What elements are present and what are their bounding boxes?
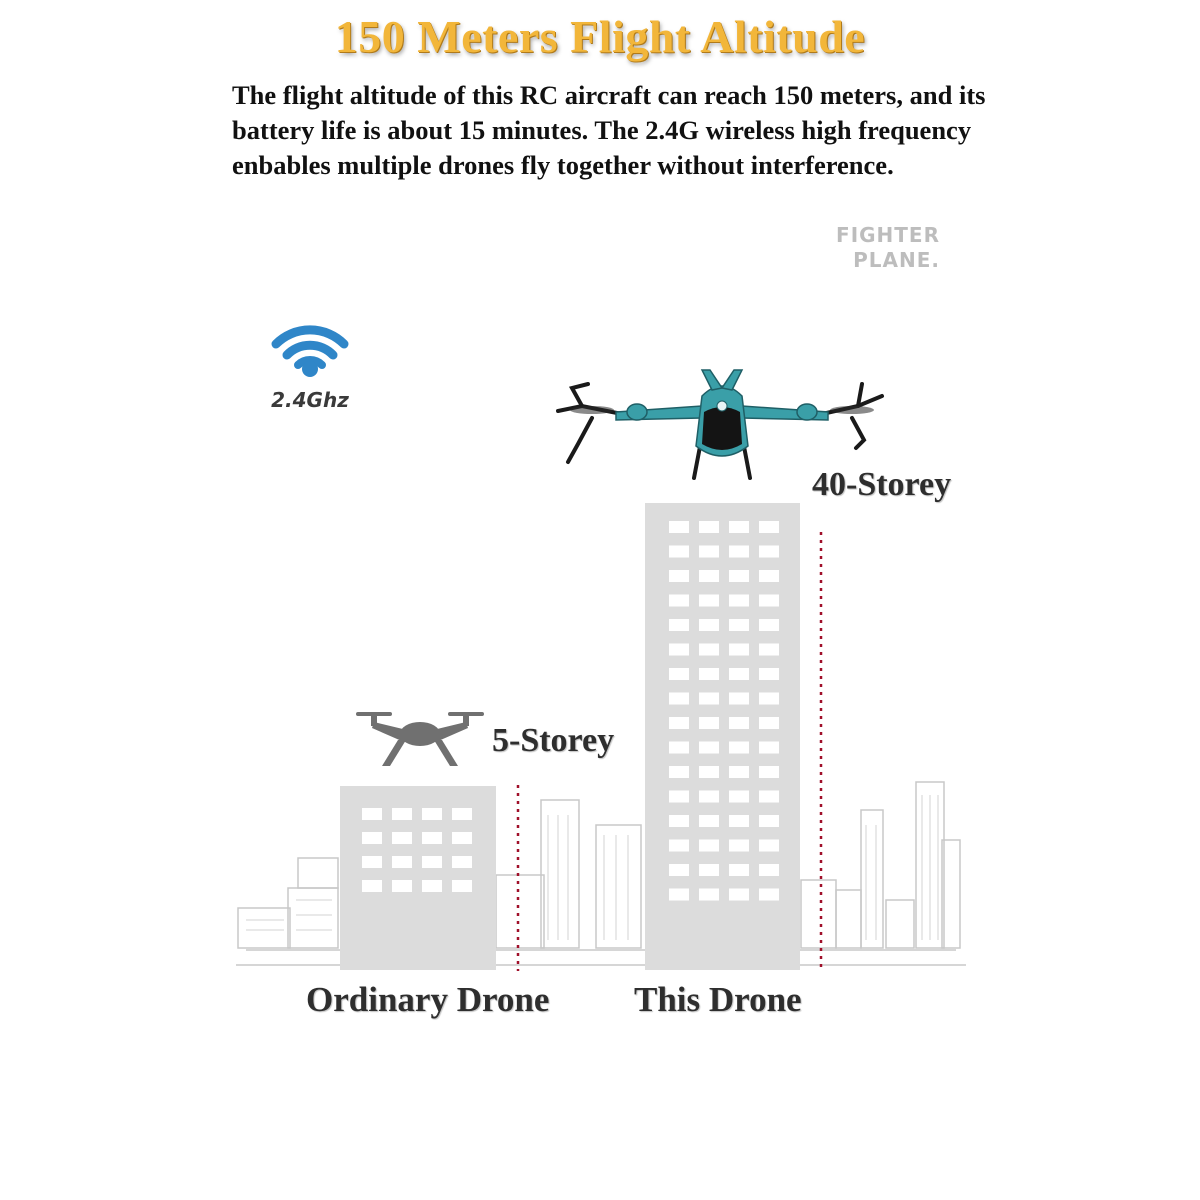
building-window xyxy=(669,668,689,680)
description-text: The flight altitude of this RC aircraft can reach 150 meters, and its battery life is about 15 minutes. The 2.4G wireless high frequency enbables multiple drones fly together without interference. xyxy=(232,80,986,180)
building-window xyxy=(759,619,779,631)
quadcopter-icon xyxy=(352,708,488,772)
building-window xyxy=(729,717,749,729)
brand-line-2: PLANE. xyxy=(853,248,940,272)
building-window xyxy=(729,521,749,533)
building-window xyxy=(729,815,749,827)
building-window xyxy=(759,644,779,656)
building-window xyxy=(729,766,749,778)
building-window xyxy=(392,856,412,868)
building-window xyxy=(759,693,779,705)
building-window xyxy=(699,864,719,876)
height-marker-this xyxy=(815,532,827,972)
building-window xyxy=(759,791,779,803)
building-window xyxy=(669,644,689,656)
building-window xyxy=(729,644,749,656)
building-window xyxy=(729,619,749,631)
height-marker-ordinary xyxy=(512,785,524,971)
building-window xyxy=(452,856,472,868)
building-window xyxy=(422,856,442,868)
building-window xyxy=(392,880,412,892)
building-window xyxy=(759,570,779,582)
page-title: 150 Meters Flight Altitude xyxy=(334,11,866,62)
building-window xyxy=(729,595,749,607)
building-window xyxy=(699,521,719,533)
building-window xyxy=(699,742,719,754)
building-window xyxy=(729,693,749,705)
building-window xyxy=(759,546,779,558)
building-window xyxy=(669,889,689,901)
building-window xyxy=(759,742,779,754)
building-window xyxy=(362,832,382,844)
building-window xyxy=(729,570,749,582)
building-window xyxy=(699,889,719,901)
building-window xyxy=(729,840,749,852)
this-drone-caption: This Drone xyxy=(634,980,802,1019)
building-window xyxy=(422,808,442,820)
building-window xyxy=(729,889,749,901)
brand-watermark xyxy=(836,223,940,273)
building-window xyxy=(452,880,472,892)
building-window xyxy=(699,668,719,680)
building-window xyxy=(699,619,719,631)
ordinary-storey-label: 5-Storey xyxy=(492,722,615,759)
building-window xyxy=(452,832,472,844)
building-window xyxy=(699,717,719,729)
building-window xyxy=(452,808,472,820)
building-window xyxy=(669,595,689,607)
wifi-icon xyxy=(270,322,350,382)
building-window xyxy=(759,668,779,680)
building-window xyxy=(669,742,689,754)
building-window xyxy=(759,766,779,778)
building-window xyxy=(729,864,749,876)
building-window xyxy=(699,570,719,582)
building-window xyxy=(759,521,779,533)
building-window xyxy=(669,840,689,852)
this-storey-label: 40-Storey xyxy=(812,466,952,503)
building-window xyxy=(729,791,749,803)
building-window xyxy=(669,693,689,705)
building-window xyxy=(669,864,689,876)
building-window xyxy=(669,766,689,778)
building-window xyxy=(729,742,749,754)
tall-building xyxy=(645,503,800,970)
building-window xyxy=(759,864,779,876)
building-window xyxy=(699,766,719,778)
building-window xyxy=(392,808,412,820)
building-window xyxy=(699,546,719,558)
building-window xyxy=(729,668,749,680)
building-window xyxy=(669,521,689,533)
building-window xyxy=(669,570,689,582)
building-window xyxy=(422,880,442,892)
building-window xyxy=(699,595,719,607)
building-window xyxy=(392,832,412,844)
building-window xyxy=(362,880,382,892)
building-window xyxy=(699,815,719,827)
building-window xyxy=(669,791,689,803)
brand-line-1: FIGHTER xyxy=(836,223,940,247)
building-window xyxy=(699,644,719,656)
building-window xyxy=(759,595,779,607)
building-window xyxy=(362,856,382,868)
building-window xyxy=(699,693,719,705)
building-window xyxy=(362,808,382,820)
building-window xyxy=(729,546,749,558)
ordinary-drone-caption: Ordinary Drone xyxy=(306,980,550,1019)
building-window xyxy=(759,815,779,827)
building-window xyxy=(759,889,779,901)
wifi-frequency-label: 2.4Ghz xyxy=(271,388,349,412)
building-window xyxy=(699,840,719,852)
building-window xyxy=(759,717,779,729)
building-window xyxy=(669,546,689,558)
building-window xyxy=(669,815,689,827)
building-window xyxy=(669,619,689,631)
building-window xyxy=(422,832,442,844)
building-window xyxy=(759,840,779,852)
building-window xyxy=(699,791,719,803)
building-window xyxy=(669,717,689,729)
ordinary-building xyxy=(340,786,496,970)
